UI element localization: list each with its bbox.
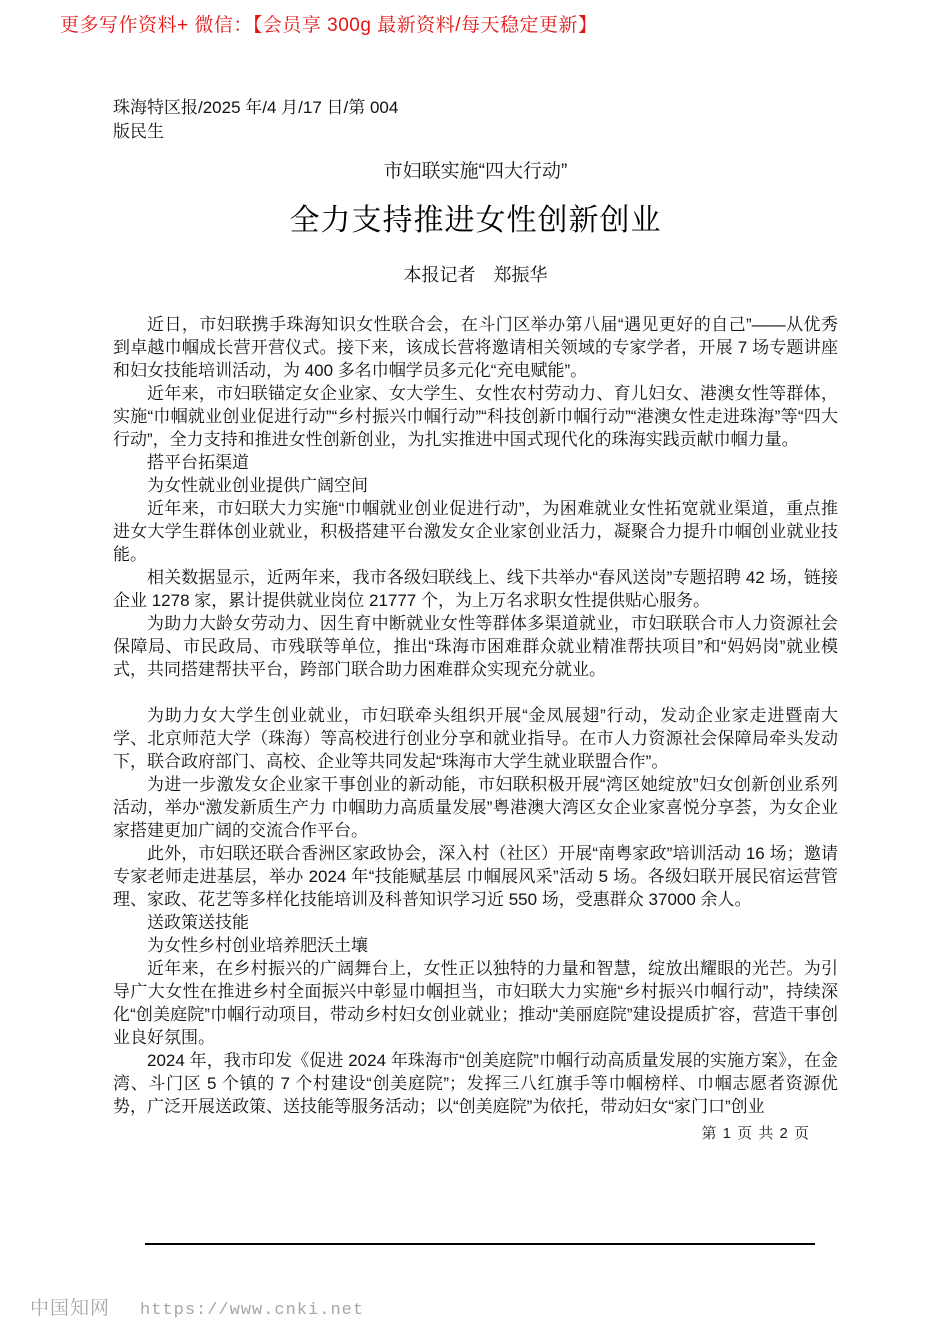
page-number: 第 1 页 共 2 页 (701, 1125, 810, 1142)
cnki-watermark (30, 1293, 364, 1320)
article-paragraph: 2024 年，我市印发《促进 2024 年珠海市“创美庭院”巾帼行动高质量发展的实施方案》，在金湾、斗门区 5 个镇的 7 个村建设“创美庭院”；发挥三八红旗手等巾帼榜样、巾帼志愿者资源优势，广泛开展送政策、送技能等服务活动；以“创美庭院”为依托，带动妇女“家门口”创业 (113, 1051, 838, 1116)
article-paragraph: 此外，市妇联还联合香洲区家政协会，深入村（社区）开展“南粤家政”培训活动 16 场；邀请专家老师走进基层，举办 2024 年“技能赋基层 巾帼展风采”活动 5 场。各级妇联开展民宿运营管理、家政、花艺等多样化技能培训及科普知识学习近 550 场，受惠群众 37000 余人。 (113, 844, 838, 909)
section-subhead: 送政策送技能 (147, 913, 249, 932)
article-paragraph: 相关数据显示，近两年来，我市各级妇联线上、线下共举办“春风送岗”专题招聘 42 场，链接企业 1278 家，累计提供就业岗位 21777 个，为上万名求职女性提供贴心服务。 (113, 568, 838, 610)
article-paragraph: 近日，市妇联携手珠海知识女性联合会，在斗门区举办第八届“遇见更好的自己”——从优秀到卓越巾帼成长营开营仪式。接下来，该成长营将邀请相关领域的专家学者，开展 7 场专题讲座和妇女技能培训活动，为 400 多名巾帼学员多元化“充电赋能”。 (113, 315, 838, 380)
promo-banner: 更多写作资料+ 微信：【会员享 300g 最新资料/每天稳定更新】 (60, 15, 598, 36)
newspaper-source (113, 96, 398, 144)
article-paragraph: 为进一步激发女企业家干事创业的新动能，市妇联积极开展“湾区她绽放”妇女创新创业系列活动，举办“激发新质生产力 巾帼助力高质量发展”粤港澳大湾区女企业家喜悦分享荟，为女企业家搭建更加广阔的交流合作平台。 (113, 775, 838, 840)
article-subtitle: 市妇联实施“四大行动” (383, 161, 568, 182)
article-title: 全力支持推进女性创新创业 (289, 204, 662, 237)
article-paragraph: 为助力女大学生创业就业，市妇联牵头组织开展“金凤展翅”行动，发动企业家走进暨南大学、北京师范大学（珠海）等高校进行创业分享和就业指导。在市人力资源社会保障局牵头发动下，联合政府部门、高校、企业等共同发起“珠海市大学生就业联盟合作”。 (113, 706, 838, 771)
article-paragraph: 为助力大龄女劳动力、因生育中断就业女性等群体多渠道就业，市妇联联合市人力资源社会保障局、市民政局、市残联等单位，推出“珠海市困难群众就业精准帮扶项目”和“妈妈岗”就业模式，共同搭建帮扶平台，跨部门联合助力困难群众实现充分就业。 (113, 614, 838, 679)
section-subhead: 搭平台拓渠道 (147, 453, 249, 472)
article-byline: 本报记者 郑振华 (403, 265, 548, 285)
article (113, 160, 838, 1118)
newspaper-source-line2: 版民生 (113, 122, 164, 141)
article-paragraph: 近年来，在乡村振兴的广阔舞台上，女性正以独特的力量和智慧，绽放出耀眼的光芒。为引导广大女性在推进乡村全面振兴中彰显巾帼担当，市妇联大力实施“乡村振兴巾帼行动”，持续深化“创美庭院”巾帼行动项目，带动乡村妇女创业就业；推动“美丽庭院”建设提质扩容，营造干事创业良好氛围。 (113, 959, 838, 1047)
cnki-url: https://www.cnki.net (140, 1301, 365, 1320)
article-paragraph: 近年来，市妇联锚定女企业家、女大学生、女性农村劳动力、育儿妇女、港澳女性等群体，实施“巾帼就业创业促进行动”“乡村振兴巾帼行动”“科技创新巾帼行动”“港澳女性走进珠海”等“四大行动”，全力支持和推进女性创新创业，为扎实推进中国式现代化的珠海实践贡献巾帼力量。 (113, 384, 838, 449)
section-subhead: 为女性就业创业提供广阔空间 (147, 476, 368, 495)
footer-divider-line (145, 1243, 815, 1245)
article-body (113, 313, 838, 1118)
section-subhead: 为女性乡村创业培养肥沃土壤 (147, 936, 368, 955)
article-paragraph: 近年来，市妇联大力实施“巾帼就业创业促进行动”，为困难就业女性拓宽就业渠道，重点推进女大学生群体创业就业，积极搭建平台激发女企业家创业活力，凝聚合力提升巾帼创业就业技能。 (113, 499, 838, 564)
newspaper-source-line1: 珠海特区报/2025 年/4 月/17 日/第 004 (113, 98, 399, 117)
cnki-logo-text: 中国知网 (30, 1298, 111, 1319)
paragraph-spacer (113, 681, 838, 704)
